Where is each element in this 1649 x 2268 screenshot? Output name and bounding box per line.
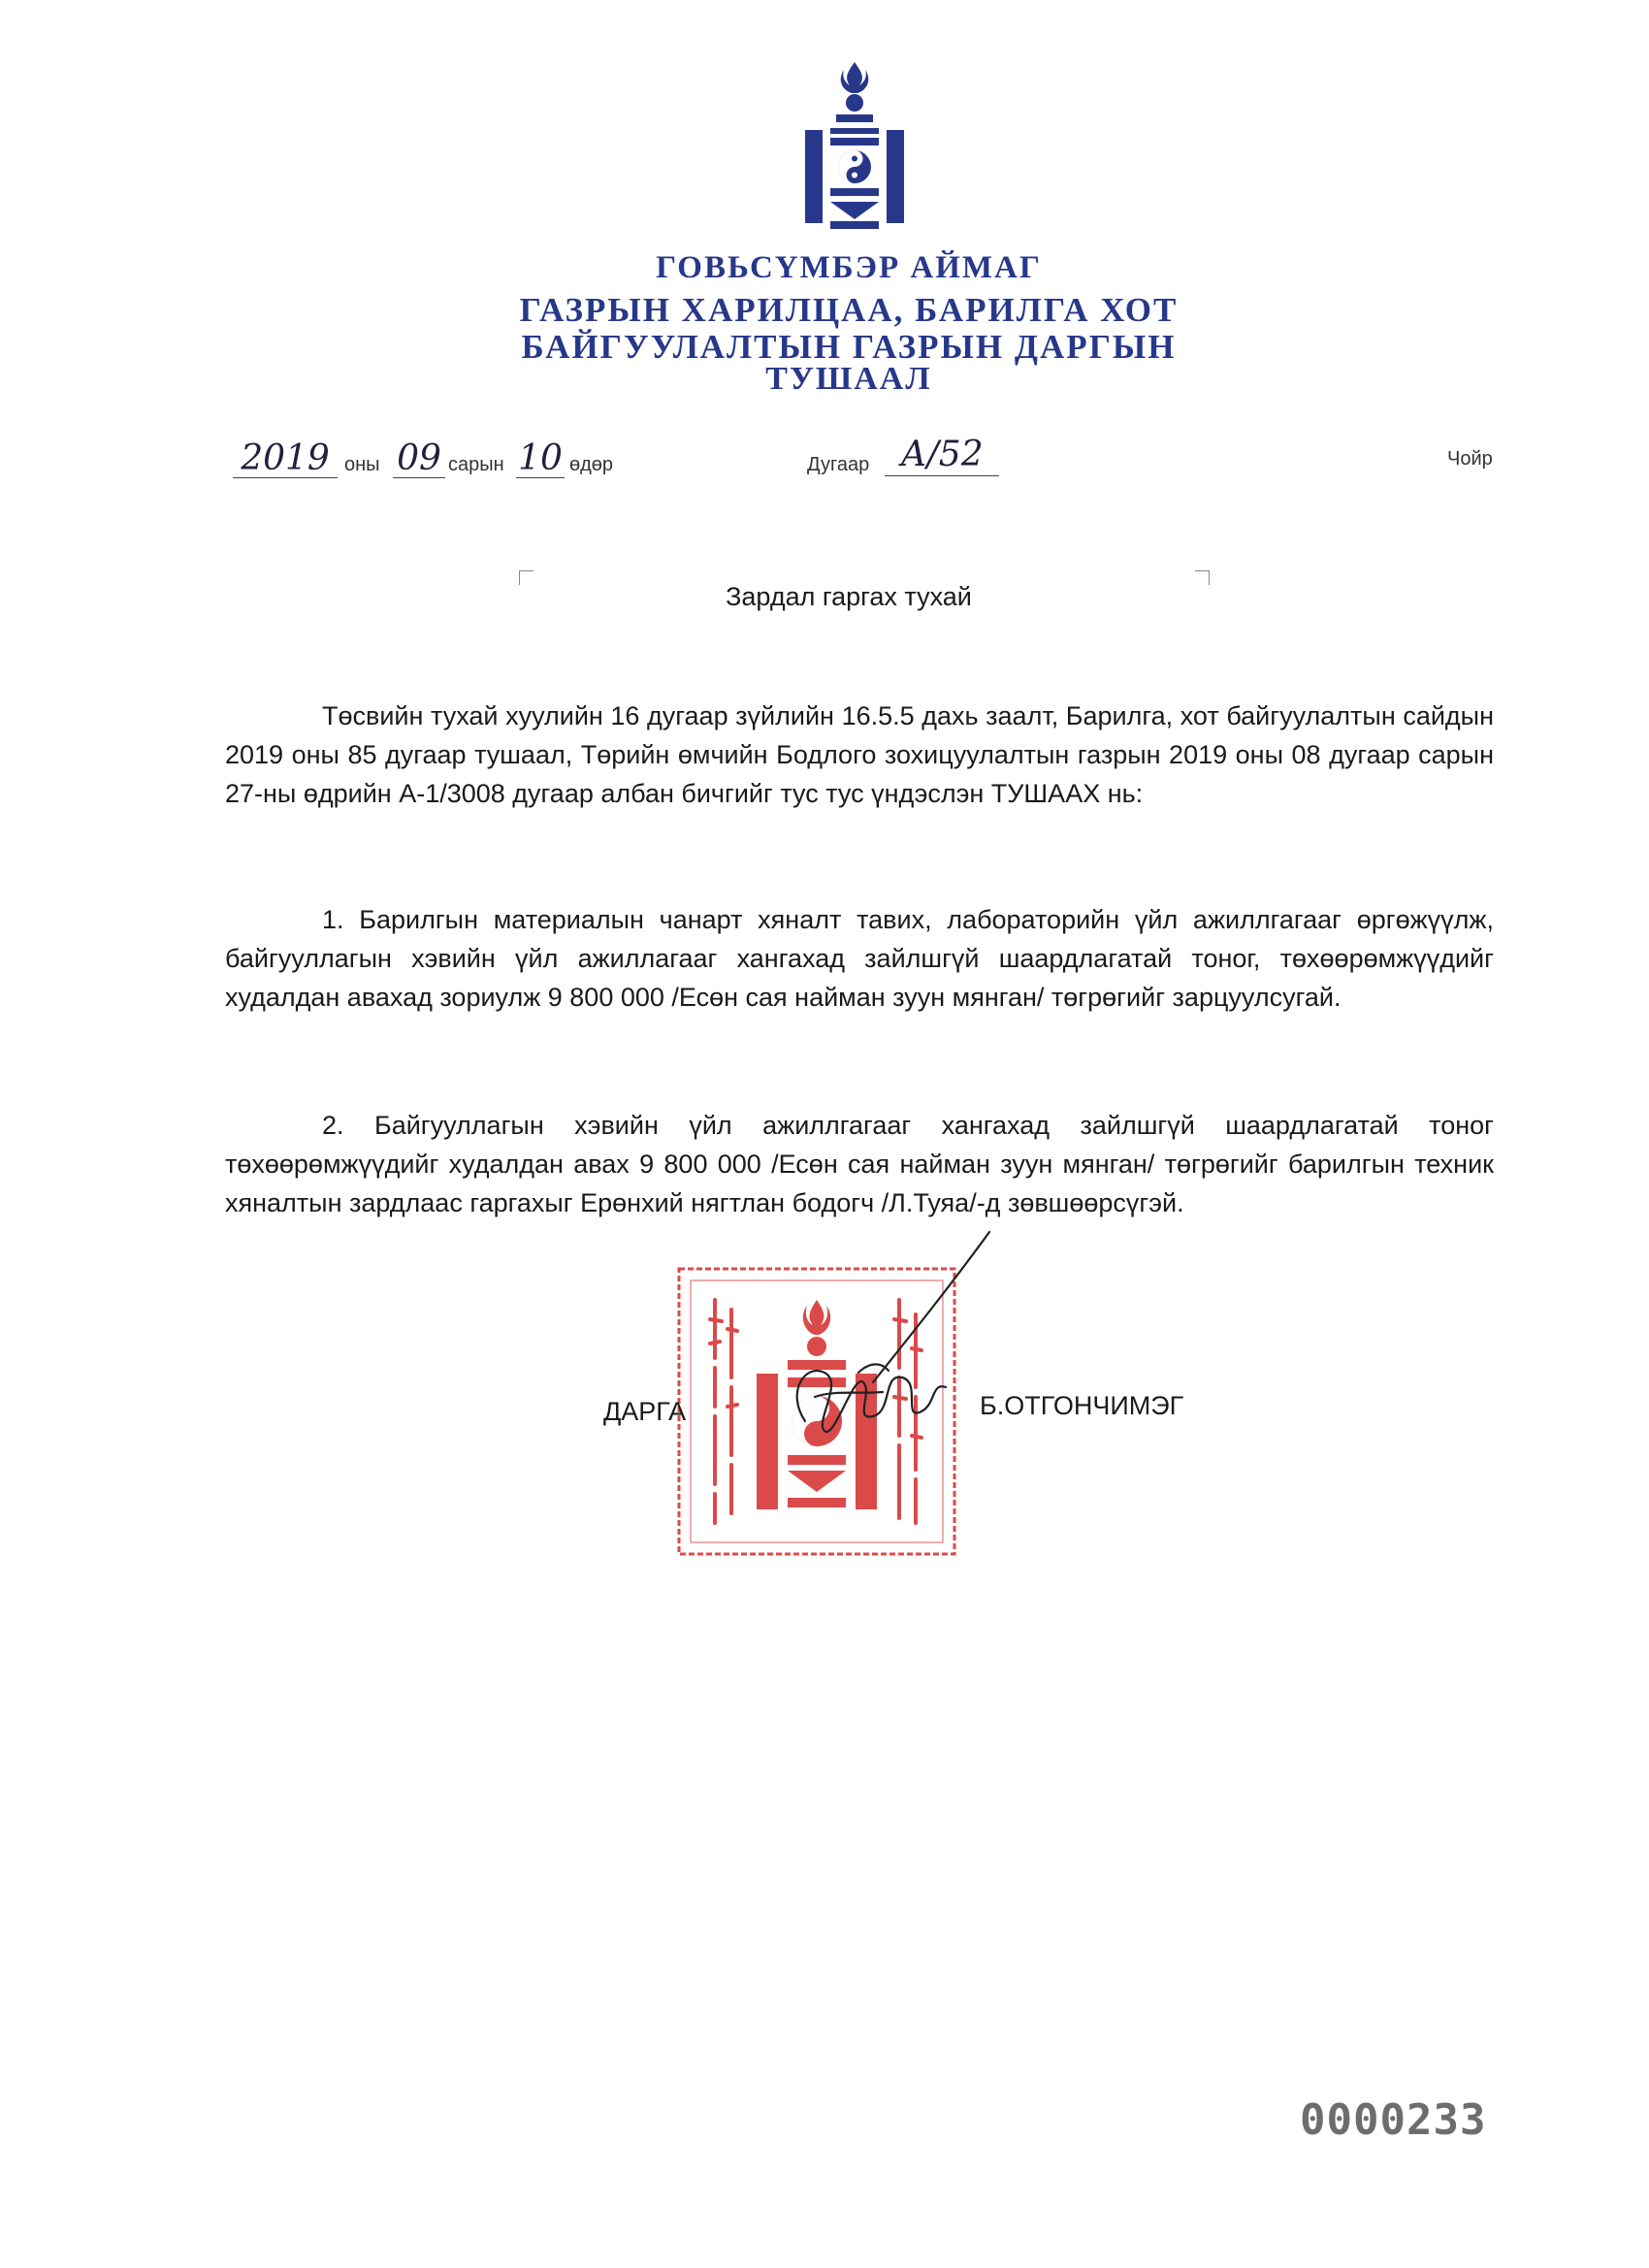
signatory-title: ДАРГА	[603, 1397, 687, 1426]
body-intro-text: Төсвийн тухай хуулийн 16 дугаар зүйлийн 16.5.5 дахь заалт, Барилга, хот байгуулалтын сайдын 2019 оны 85 дугаар тушаал, Төрийн өмчийн Бодлого зохицуулалтын газрын 2019 оны 08 дугаар сарын 27-ны өдрийн А-1/3008 дугаар албан бичгийг тус тус үндэслэн ТУШААХ нь:	[225, 701, 1494, 808]
place-name: Чойр	[1447, 448, 1493, 470]
date-year: 2019	[233, 438, 338, 478]
body-item-2-paragraph	[225, 1106, 1494, 1222]
date-day: 10	[516, 438, 565, 478]
date-month: 09	[393, 438, 445, 478]
header-aimag: ГОВЬСҮМБЭР АЙМАГ	[656, 250, 1042, 285]
serial-number: 0000233	[1300, 2095, 1487, 2145]
label-saryn: сарын	[448, 454, 504, 475]
signatory-name: Б.ОТГОНЧИМЭГ	[980, 1391, 1184, 1420]
body-item-1-paragraph	[225, 900, 1494, 1017]
body-item-2-text: 2. Байгууллагын хэвийн үйл ажиллгагааг хангахад зайлшгүй шаардлагатай тоног төхөөрөмжүүдийг худалдан авах 9 800 000 /Есөн сая найман зуун мянган/ төгрөгийг барилгын техник хяналтын зардлаас гаргахыг Ерөнхий нягтлан бодогч /Л.Туяа/-д зөвшөөрсүгэй.	[225, 1111, 1494, 1217]
header-document-type: ТУШААЛ	[765, 361, 932, 397]
document-subject: Зардал гаргах тухай	[726, 582, 972, 611]
label-ony: оны	[344, 454, 380, 475]
body-intro-paragraph	[225, 697, 1494, 813]
label-udur: өдөр	[569, 454, 614, 475]
body-item-1-text: 1. Барилгын материалын чанарт хяналт тавих, лабораторийн үйл ажиллгагааг өргөжүүлж, байгууллагын хэвийн үйл ажиллагааг хангахад зайлшгүй шаардлагатай тоног, төхөөрөмжүүдийг худалдан авахад зориулж 9 800 000 /Есөн сая найман зуун мянган/ төгрөгийг зарцуулсугай.	[225, 905, 1494, 1012]
state-emblem-icon	[801, 60, 908, 244]
order-number: А/52	[885, 435, 999, 476]
label-dugaar: Дугаар	[807, 454, 870, 475]
header-department-line2: БАЙГУУЛАЛТЫН ГАЗРЫН ДАРГЫН	[521, 328, 1177, 366]
header-department-line1: ГАЗРЫН ХАРИЛЦАА, БАРИЛГА ХОТ	[519, 291, 1179, 329]
